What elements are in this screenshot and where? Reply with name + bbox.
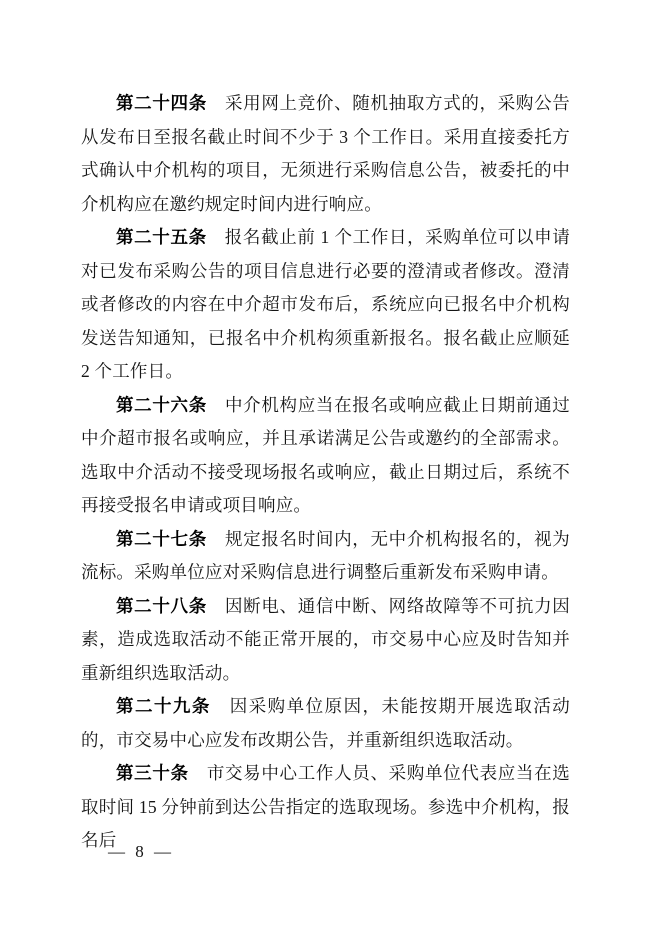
- article-28-heading: 第二十八条: [116, 595, 207, 616]
- article-29-body: 因采购单位原因，未能按期开展选取活动的，市交易中心应发布改期公告，并重新组织选取活动。: [81, 696, 570, 750]
- article-26-heading: 第二十六条: [116, 394, 207, 415]
- article-25-heading: 第二十五条: [116, 227, 207, 247]
- article-24-paragraph: [81, 87, 570, 221]
- article-25-paragraph: [81, 221, 570, 389]
- article-29-paragraph: [81, 690, 570, 757]
- article-27-body: 规定报名时间内，无中介机构报名的，视为流标。采购单位应对采购信息进行调整后重新发布采购申请。: [81, 528, 570, 582]
- article-27-heading: 第二十七条: [116, 528, 207, 549]
- article-25-body: 报名截止前 1 个工作日，采购单位可以申请对已发布采购公告的项目信息进行必要的澄清或者修改。澄清或者修改的内容在中介超市发布后，系统应向已报名中介机构发送告知通知，已报名中介机构须重新报名。报名截止应顺延 2 个工作日。: [81, 227, 571, 381]
- article-27-paragraph: [81, 523, 570, 590]
- document-content: [81, 87, 570, 858]
- article-30-heading: 第三十条: [116, 763, 189, 783]
- article-24-body: 采用网上竞价、随机抽取方式的，采购公告从发布日至报名截止时间不少于 3 个工作日。采用直接委托方式确认中介机构的项目，无须进行采购信息公告，被委托的中介机构应在邀约规定时间内进行响应。: [81, 93, 570, 214]
- article-26-paragraph: [81, 389, 570, 523]
- article-30-body: 市交易中心工作人员、采购单位代表应当在选取时间 15 分钟前到达公告指定的选取现场。参选中介机构，报名后: [81, 763, 571, 850]
- article-28-body: 因断电、通信中断、网络故障等不可抗力因素，造成选取活动不能正常开展的，市交易中心应及时告知并重新组织选取活动。: [81, 595, 570, 683]
- page-number: — 8 —: [108, 842, 174, 861]
- article-26-body: 中介机构应当在报名或响应截止日期前通过中介超市报名或响应，并且承诺满足公告或邀约的全部需求。选取中介活动不接受现场报名或响应，截止日期过后，系统不再接受报名申请或项目响应。: [81, 394, 570, 515]
- article-29-heading: 第二十九条: [116, 696, 211, 716]
- article-28-paragraph: [81, 590, 570, 691]
- article-24-heading: 第二十四条: [116, 93, 207, 113]
